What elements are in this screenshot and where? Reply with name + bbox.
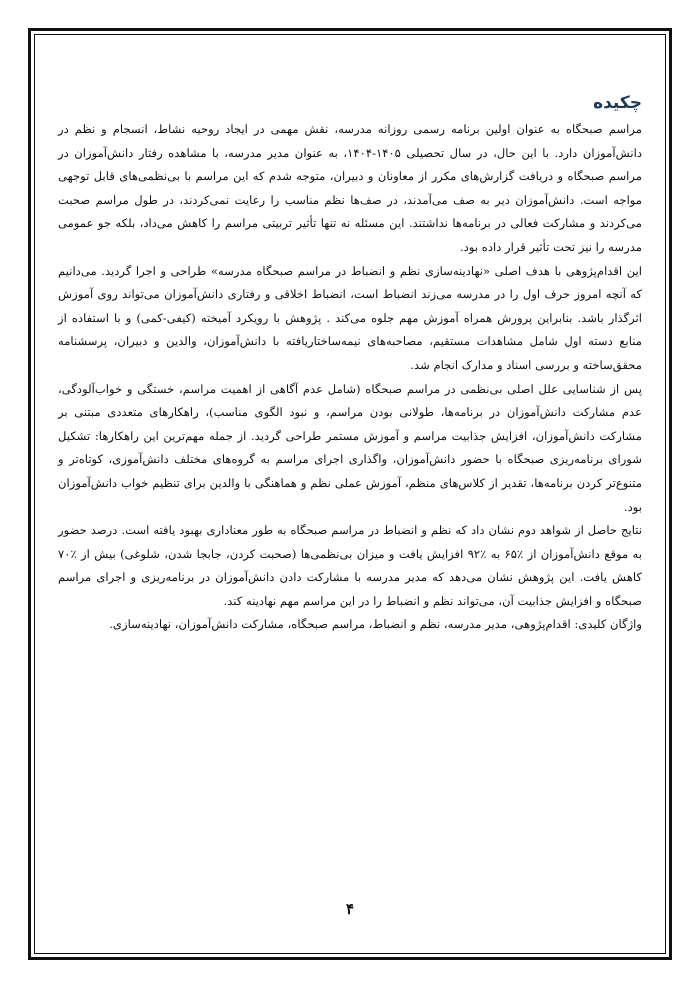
abstract-paragraph-3: پس از شناسایی علل اصلی بی‌نظمی در مراسم صبحگاه (شامل عدم آگاهی از اهمیت مراسم، خستگی و خواب‌آلودگی، عدم مشارکت دانش‌آموزان در برنامه‌ها، طولانی بودن مراسم، و نبود الگوی مناسب)، راهکارهای متعددی مبتنی بر مشارکت دانش‌آموزان، افزایش جذابیت مراسم و آموزش مستمر طراحی گردید. از جمله مهم‌ترین این راهکارها: تشکیل شورای برنامه‌ریزی صبحگاه با حضور دانش‌آموزان، واگذاری اجرای مراسم به گروه‌های مختلف دانش‌آموزی، کوتاه‌تر و متنوع‌تر کردن برنامه‌ها، تقدیر از کلاس‌های منظم، آموزش عملی نظم و هماهنگی با والدین برای تنظیم خواب دانش‌آموزان بود. (58, 381, 642, 514)
page-number: ۴ (345, 900, 355, 918)
abstract-paragraph-4: نتایج حاصل از شواهد دوم نشان داد که نظم و انضباط در مراسم صبحگاه به طور معناداری بهبود یافته است. درصد حضور به موقع دانش‌آموزان از ٪۶۵ به ٪۹۲ افزایش یافت و میزان بی‌نظمی‌ها (صحبت کردن، جابجا شدن، شلوغی) بیش از ٪۷۰ کاهش یافت. این پژوهش نشان می‌دهد که مدیر مدرسه با مشارکت دادن دانش‌آموزان در برنامه‌ریزی و اجرای مراسم صبحگاه و افزایش جذابیت آن، می‌تواند نظم و انضباط را در این مراسم مهم نهادینه کند. (58, 523, 642, 608)
abstract-paragraph-1: مراسم صبحگاه به عنوان اولین برنامه رسمی روزانه مدرسه، نقش مهمی در ایجاد روحیه نشاط، انسجام و نظم در دانش‌آموزان دارد. با این حال، در سال تحصیلی ۱۴۰۵-۱۴۰۴، به عنوان مدیر مدرسه، با مشاهده رفتار دانش‌آموزان در مراسم صبحگاه و دریافت گزارش‌های مکرر از معاونان و دبیران، متوجه شدم که این مراسم با بی‌نظمی‌های قابل توجهی مواجه است. دانش‌آموزان دیر به صف می‌آمدند، در صف‌ها نظم مناسب را رعایت نمی‌کردند، در طول مراسم صحبت می‌کردند و مشارکت فعالی در برنامه‌ها نداشتند. این مسئله نه تنها تأثیر تربیتی مراسم را کاهش می‌داد، بلکه جو عمومی مدرسه را نیز تحت تأثیر قرار داده بود. (58, 122, 642, 254)
abstract-heading: چکیده (593, 93, 642, 113)
abstract-paragraph-2: این اقدام‌پژوهی با هدف اصلی «نهادینه‌سازی نظم و انضباط در مراسم صبحگاه مدرسه» طراحی و اجرا گردید. می‌دانیم که آنچه امروز حرف اول را در مدرسه می‌زند انضباط است، انضباط اخلاقی و رفتاری دانش‌آموزان می‌تواند روی آموزش اثرگذار باشد. بنابراین پرورش همراه آموزش مهم جلوه می‌کند . پژوهش با رویکرد آمیخته (کیفی-کمی) و با استفاده از منابع دسته اول شامل مشاهدات مستقیم، مصاحبه‌های نیمه‌ساختاریافته با دانش‌آموزان، والدین و دبیران، پرسشنامه محقق‌ساخته و بررسی اسناد و مدارک انجام شد. (58, 263, 642, 372)
keywords-paragraph: واژگان کلیدی: اقدام‌پژوهی، مدیر مدرسه، نظم و انضباط، مراسم صبحگاه، مشارکت دانش‌آموزان، نهادینه‌سازی. (109, 617, 642, 632)
abstract-section (58, 92, 642, 637)
